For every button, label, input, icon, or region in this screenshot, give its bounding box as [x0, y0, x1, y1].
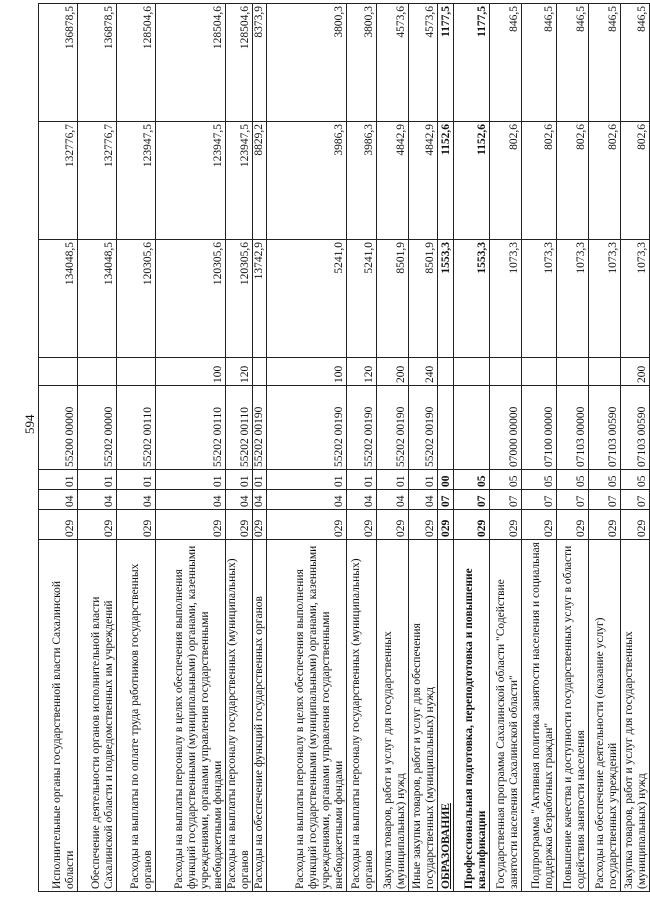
table-row	[557, 4, 589, 892]
target-article-cell: 55202 00110	[156, 386, 226, 470]
amount-year1-cell: 1073,3	[557, 240, 589, 358]
expense-type-cell	[490, 358, 522, 386]
subsection-code-cell: 01	[226, 470, 253, 490]
section-code-cell: 04	[39, 490, 78, 510]
section-code-cell: 04	[409, 490, 438, 510]
amount-year1-cell: 120305,6	[156, 240, 226, 358]
expense-type-cell: 120	[226, 358, 253, 386]
amount-year3-cell: 1177,5	[454, 4, 490, 122]
table-row	[377, 4, 409, 892]
amount-year3-cell: 8373,9	[253, 4, 267, 122]
row-name-cell: Обеспечение деятельности органов исполнительной власти Сахалинской области и подведомственных им учреждений	[78, 540, 117, 892]
target-article-cell: 07103 00000	[557, 386, 589, 470]
budget-table	[38, 3, 650, 892]
amount-year3-cell: 846,5	[589, 4, 621, 122]
amount-year3-cell: 128504,6	[226, 4, 253, 122]
grbs-code-cell: 029	[377, 510, 409, 540]
grbs-code-cell: 029	[226, 510, 253, 540]
row-name-cell: Закупка товаров, работ и услуг для государственных (муниципальных) нужд	[621, 540, 650, 892]
section-code-cell: 07	[438, 490, 454, 510]
section-code-cell: 04	[117, 490, 156, 510]
amount-year2-cell: 1152,6	[454, 122, 490, 240]
table-row	[522, 4, 557, 892]
subsection-code-cell: 01	[347, 470, 377, 490]
grbs-code-cell: 029	[621, 510, 650, 540]
subsection-code-cell: 05	[589, 470, 621, 490]
amount-year3-cell: 136878,5	[78, 4, 117, 122]
expense-type-cell: 240	[409, 358, 438, 386]
row-name-cell: Расходы на выплаты персоналу в целях обеспечения выполнения функций государственными (муниципальными) органами, казенными учреждениями, органами управления государственными внебюджетными фондами	[267, 540, 347, 892]
expense-type-cell	[39, 358, 78, 386]
section-code-cell: 04	[253, 490, 267, 510]
target-article-cell: 55202 00110	[117, 386, 156, 470]
row-name-cell: Расходы на выплаты персоналу государственных (муниципальных) органов	[226, 540, 253, 892]
target-article-cell: 55202 00190	[409, 386, 438, 470]
amount-year3-cell: 4573,6	[377, 4, 409, 122]
amount-year1-cell: 1553,3	[438, 240, 454, 358]
amount-year1-cell: 1073,3	[621, 240, 650, 358]
subsection-code-cell: 01	[78, 470, 117, 490]
subsection-code-cell: 05	[522, 470, 557, 490]
amount-year2-cell: 802,6	[557, 122, 589, 240]
expense-type-cell	[522, 358, 557, 386]
expense-type-cell: 200	[377, 358, 409, 386]
row-name-cell: Расходы на выплаты персоналу в целях обеспечения выполнения функций государственными (муниципальными) органами, казенными учреждениями, органами управления государственными внебюджетными фондами	[156, 540, 226, 892]
target-article-cell: 55202 00190	[347, 386, 377, 470]
expense-type-cell	[438, 358, 454, 386]
amount-year2-cell: 8829,2	[253, 122, 267, 240]
row-name-cell: Расходы на обеспечение деятельности (оказание услуг) государственных учреждений	[589, 540, 621, 892]
grbs-code-cell: 029	[454, 510, 490, 540]
table-row	[226, 4, 253, 892]
grbs-code-cell: 029	[522, 510, 557, 540]
amount-year1-cell: 8501,9	[377, 240, 409, 358]
section-code-cell: 07	[621, 490, 650, 510]
row-name-cell: Государственная программа Сахалинской области "Содействие занятости населения Сахалинской области"	[490, 540, 522, 892]
table-row	[78, 4, 117, 892]
table-row	[117, 4, 156, 892]
amount-year1-cell: 5241,0	[267, 240, 347, 358]
amount-year3-cell: 3800,3	[347, 4, 377, 122]
table-row	[267, 4, 347, 892]
amount-year3-cell: 846,5	[522, 4, 557, 122]
section-code-cell: 04	[347, 490, 377, 510]
expense-type-cell	[117, 358, 156, 386]
table-row	[39, 4, 78, 892]
subsection-code-cell: 01	[39, 470, 78, 490]
subsection-code-cell: 01	[377, 470, 409, 490]
amount-year2-cell: 132776,7	[39, 122, 78, 240]
grbs-code-cell: 029	[347, 510, 377, 540]
amount-year2-cell: 123947,5	[226, 122, 253, 240]
amount-year2-cell: 3986,3	[267, 122, 347, 240]
expense-type-cell: 100	[267, 358, 347, 386]
table-row	[589, 4, 621, 892]
subsection-code-cell: 01	[117, 470, 156, 490]
subsection-code-cell: 05	[490, 470, 522, 490]
amount-year2-cell: 1152,6	[438, 122, 454, 240]
amount-year3-cell: 846,5	[557, 4, 589, 122]
target-article-cell	[438, 386, 454, 470]
amount-year2-cell: 802,6	[589, 122, 621, 240]
section-code-cell: 04	[226, 490, 253, 510]
target-article-cell: 55200 00000	[39, 386, 78, 470]
row-name-cell: Закупка товаров, работ и услуг для государственных (муниципальных) нужд	[377, 540, 409, 892]
subsection-code-cell: 00	[438, 470, 454, 490]
amount-year1-cell: 5241,0	[347, 240, 377, 358]
grbs-code-cell: 029	[438, 510, 454, 540]
grbs-code-cell: 029	[39, 510, 78, 540]
amount-year2-cell: 4842,9	[377, 122, 409, 240]
target-article-cell: 55202 00190	[377, 386, 409, 470]
table-row	[621, 4, 650, 892]
amount-year2-cell: 3986,3	[347, 122, 377, 240]
expense-type-cell	[557, 358, 589, 386]
target-article-cell: 07000 00000	[490, 386, 522, 470]
target-article-cell: 55202 00190	[267, 386, 347, 470]
table-row	[347, 4, 377, 892]
expense-type-cell	[589, 358, 621, 386]
row-name-cell: Повышение качества и доступности государственных услуг в области содействия занятости населения	[557, 540, 589, 892]
grbs-code-cell: 029	[156, 510, 226, 540]
section-code-cell: 04	[267, 490, 347, 510]
section-code-cell: 04	[78, 490, 117, 510]
table-row	[490, 4, 522, 892]
amount-year1-cell: 13742,9	[253, 240, 267, 358]
grbs-code-cell: 029	[490, 510, 522, 540]
amount-year3-cell: 4573,6	[409, 4, 438, 122]
section-code-cell: 07	[522, 490, 557, 510]
table-row	[409, 4, 438, 892]
amount-year1-cell: 8501,9	[409, 240, 438, 358]
table-row	[454, 4, 490, 892]
amount-year2-cell: 123947,5	[156, 122, 226, 240]
grbs-code-cell: 029	[253, 510, 267, 540]
expense-type-cell: 200	[621, 358, 650, 386]
row-name-cell: Расходы на выплаты персоналу государственных (муниципальных) органов	[347, 540, 377, 892]
amount-year1-cell: 1073,3	[589, 240, 621, 358]
row-name-cell: Профессиональная подготовка, переподготовка и повышение квалификации	[454, 540, 490, 892]
page-number: 594	[22, 414, 37, 434]
grbs-code-cell: 029	[117, 510, 156, 540]
grbs-code-cell: 029	[267, 510, 347, 540]
target-article-cell: 07103 00590	[621, 386, 650, 470]
amount-year3-cell: 1177,5	[438, 4, 454, 122]
subsection-code-cell: 05	[621, 470, 650, 490]
row-name-cell: Расходы на выплаты по оплате труда работников государственных органов	[117, 540, 156, 892]
section-code-cell: 04	[377, 490, 409, 510]
amount-year1-cell: 1553,3	[454, 240, 490, 358]
subsection-code-cell: 01	[409, 470, 438, 490]
row-name-cell: Иные закупки товаров, работ и услуг для обеспечения государственных (муниципальных) нужд	[409, 540, 438, 892]
section-code-cell: 07	[589, 490, 621, 510]
target-article-cell: 07100 00000	[522, 386, 557, 470]
rotated-table-container	[38, 2, 648, 892]
target-article-cell: 55202 00190	[253, 386, 267, 470]
grbs-code-cell: 029	[409, 510, 438, 540]
grbs-code-cell: 029	[557, 510, 589, 540]
amount-year1-cell: 120305,6	[117, 240, 156, 358]
section-code-cell: 07	[490, 490, 522, 510]
amount-year3-cell: 846,5	[490, 4, 522, 122]
subsection-code-cell: 05	[454, 470, 490, 490]
amount-year3-cell: 128504,6	[156, 4, 226, 122]
amount-year1-cell: 134048,5	[78, 240, 117, 358]
target-article-cell	[454, 386, 490, 470]
table-row	[156, 4, 226, 892]
section-code-cell: 07	[557, 490, 589, 510]
row-name-cell: ОБРАЗОВАНИЕ	[438, 540, 454, 892]
grbs-code-cell: 029	[589, 510, 621, 540]
section-code-cell: 07	[454, 490, 490, 510]
amount-year1-cell: 1073,3	[522, 240, 557, 358]
amount-year2-cell: 802,6	[490, 122, 522, 240]
amount-year2-cell: 4842,9	[409, 122, 438, 240]
amount-year2-cell: 802,6	[522, 122, 557, 240]
table-row	[438, 4, 454, 892]
row-name-cell: Подпрограмма "Активная политика занятости населения и социальная поддержка безработных граждан"	[522, 540, 557, 892]
expense-type-cell	[78, 358, 117, 386]
expense-type-cell: 100	[156, 358, 226, 386]
grbs-code-cell: 029	[78, 510, 117, 540]
table-body	[39, 4, 650, 892]
target-article-cell: 07103 00590	[589, 386, 621, 470]
amount-year2-cell: 802,6	[621, 122, 650, 240]
amount-year1-cell: 1073,3	[490, 240, 522, 358]
amount-year2-cell: 123947,5	[117, 122, 156, 240]
row-name-cell: Исполнительные органы государственной власти Сахалинской области	[39, 540, 78, 892]
section-code-cell: 04	[156, 490, 226, 510]
amount-year3-cell: 136878,5	[39, 4, 78, 122]
amount-year3-cell: 128504,6	[117, 4, 156, 122]
row-name-cell: Расходы на обеспечение функций государственных органов	[253, 540, 267, 892]
target-article-cell: 55202 00000	[78, 386, 117, 470]
expense-type-cell: 120	[347, 358, 377, 386]
amount-year2-cell: 132776,7	[78, 122, 117, 240]
subsection-code-cell: 01	[156, 470, 226, 490]
amount-year3-cell: 3800,3	[267, 4, 347, 122]
subsection-code-cell: 01	[267, 470, 347, 490]
amount-year1-cell: 134048,5	[39, 240, 78, 358]
expense-type-cell	[454, 358, 490, 386]
target-article-cell: 55202 00110	[226, 386, 253, 470]
table-row	[253, 4, 267, 892]
subsection-code-cell: 05	[557, 470, 589, 490]
subsection-code-cell: 01	[253, 470, 267, 490]
amount-year3-cell: 846,5	[621, 4, 650, 122]
expense-type-cell	[253, 358, 267, 386]
amount-year1-cell: 120305,6	[226, 240, 253, 358]
